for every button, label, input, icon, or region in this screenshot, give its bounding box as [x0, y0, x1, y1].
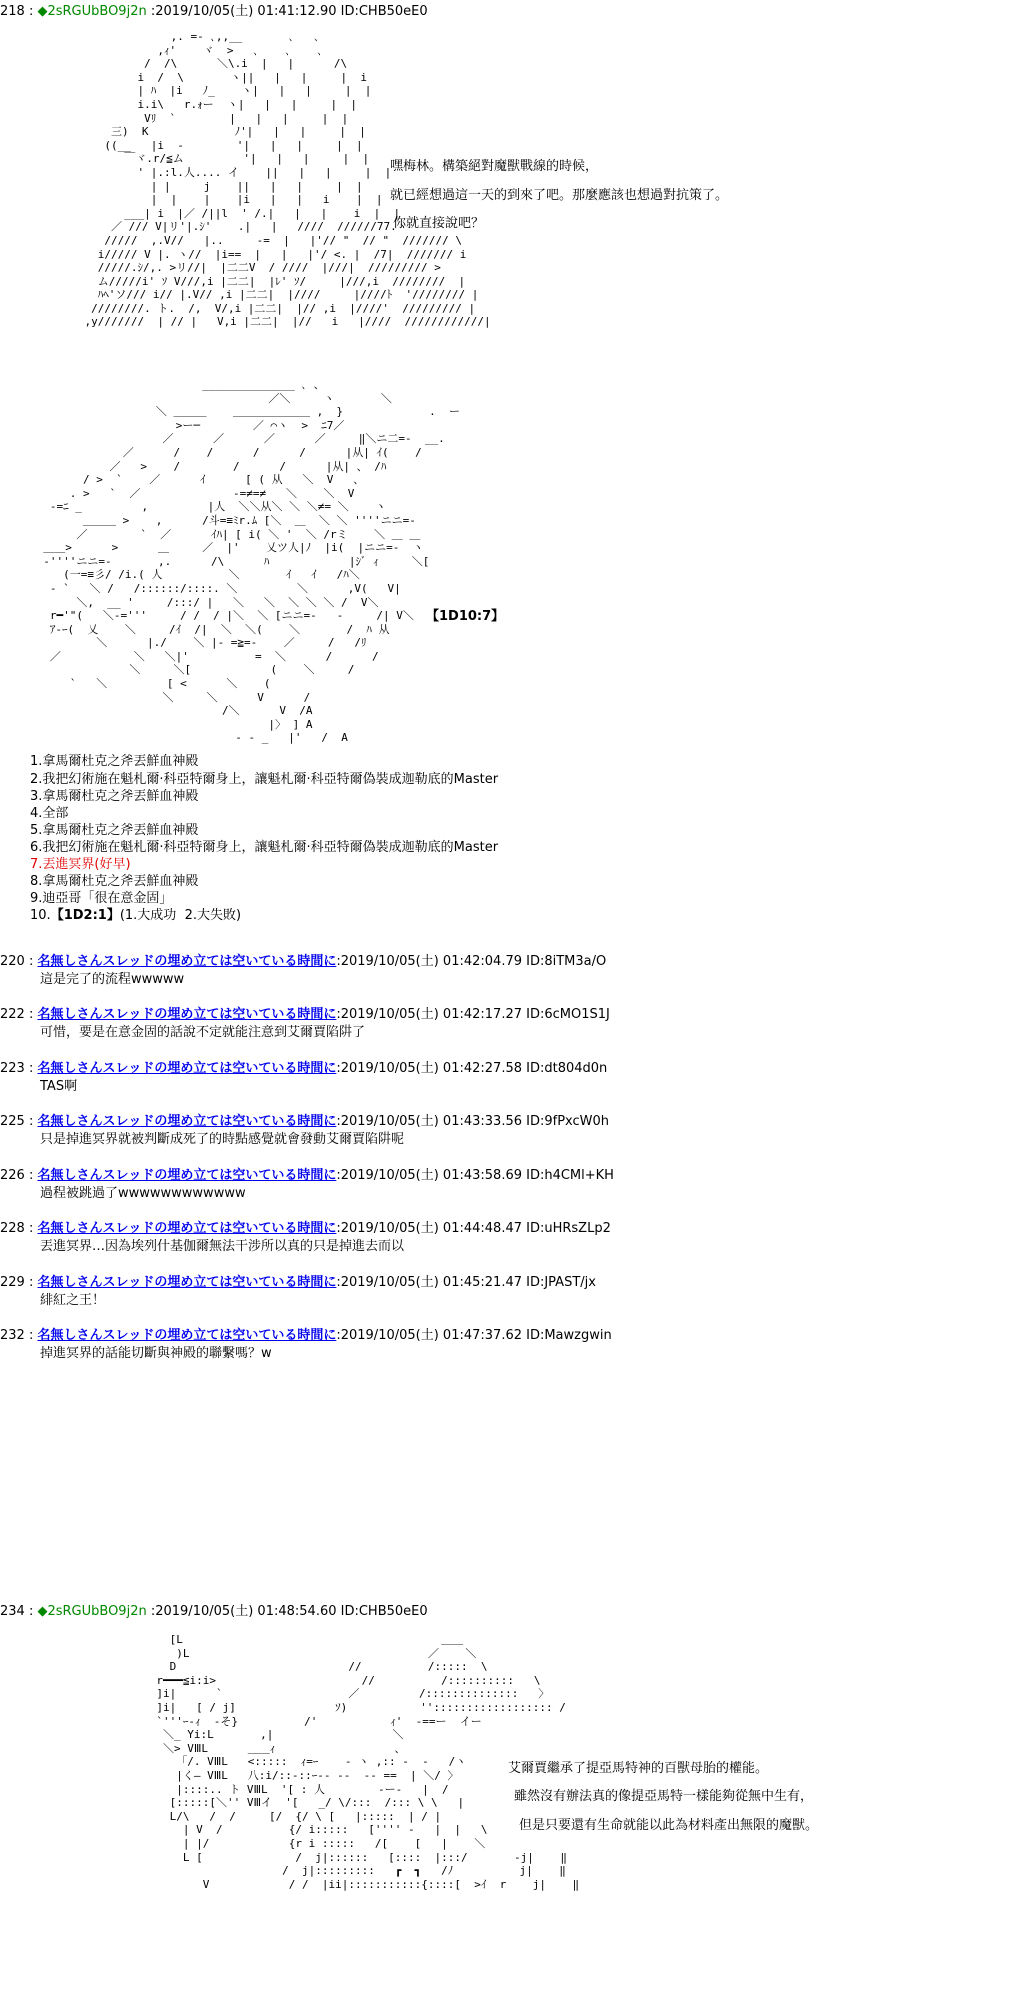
- post-number: 226 :: [0, 1168, 34, 1183]
- poster-name-link[interactable]: 名無しさんスレッドの埋め立ては空いている時間に: [37, 1007, 337, 1022]
- post-meta: :2019/10/05(土) 01:43:58.69 ID:h4CMl+KH: [336, 1168, 614, 1183]
- poster-name-link[interactable]: 名無しさんスレッドの埋め立ては空いている時間に: [37, 1275, 337, 1290]
- option-item: 9.迪亞哥「很在意金固」: [30, 891, 173, 906]
- tripcode: ◆2sRGUbBO9j2n: [37, 4, 147, 19]
- post-meta: :2019/10/05(土) 01:42:04.79 ID:8iTM3a/O: [336, 954, 607, 969]
- post-header-226: [0, 1164, 614, 1183]
- post-number: 218 :: [0, 4, 34, 19]
- dialogue-line: 艾爾賈繼承了提亞馬特神的百獸母胎的權能。: [508, 1761, 769, 1776]
- option-item: 2.我把幻術施在魁札爾·科亞特爾身上，讓魁札爾·科亞特爾偽裝成迦勒底的Master: [30, 772, 499, 787]
- option-item: 8.拿馬爾杜克之斧丟鮮血神殿: [30, 874, 199, 889]
- option-item: 6.我把幻術施在魁札爾·科亞特爾身上，讓魁札爾·科亞特爾偽裝成迦勒底的Master: [30, 840, 499, 855]
- ascii-art-wizard: [L ＿＿ )L ／ ＼ D // /::::: \ r━━━≦i:i> // /:::::::::: \ ]i| ` ／ /:::::::::::::: 〉 ]i| [ / j] ｿ) '':::::::::::::::::: / `'''ｰ-ｨ -そ} /' ｨ' ‐==ー イー ＼_ Yi:L ,| ＼ ＼> VⅢL ＿＿ｨ 、 「/. VⅢL <::::: ｨ=ｰ - ヽ ,:: ‐ ‐ /ヽ |く— VⅢL 八:i/::-::ｰ-‐ -‐ ‐- == | ＼/ 〉 |::::.. ト VⅢL '[ : 人 -ー- | / [:::::[＼'' VⅢイ '[ _/ \/::: /::: \ \ | L/\ / / [/ {/ \ [ |::::: | / | | V / {/ i::::: ['''' ‐ | | \ | |/ {r i ::::: /[ [ | ＼ L [ / j|:::::: [:::: |:::/ -j| ‖ / j|::::::::: ┏ ┓ /ﾉ j| ‖ V / / |ii|:::::::::::{::::[ >ｲ r j| ‖: [156, 1633, 580, 1891]
- post-header-229: [0, 1271, 596, 1290]
- poster-name-link[interactable]: 名無しさんスレッドの埋め立ては空いている時間に: [37, 1328, 337, 1343]
- post-number: 223 :: [0, 1061, 34, 1076]
- dice-result: 【1D10:7】: [426, 609, 505, 624]
- post-meta: :2019/10/05(土) 01:48:54.60 ID:CHB50eE0: [150, 1604, 428, 1619]
- option-outcomes: (1.大成功 2.大失敗): [119, 908, 242, 923]
- post-number: 220 :: [0, 954, 34, 969]
- option-item-10: [30, 904, 241, 923]
- poster-name-link[interactable]: 名無しさんスレッドの埋め立ては空いている時間に: [37, 1221, 337, 1236]
- poster-name-link[interactable]: 名無しさんスレッドの埋め立ては空いている時間に: [37, 1114, 337, 1129]
- poster-name-link[interactable]: 名無しさんスレッドの埋め立ては空いている時間に: [37, 1168, 337, 1183]
- tripcode: ◆2sRGUbBO9j2n: [37, 1604, 147, 1619]
- post-body: 過程被跳過了wwwwwwwwwwww: [40, 1186, 246, 1201]
- post-header-225: [0, 1110, 609, 1129]
- post-header-232: [0, 1324, 612, 1343]
- post-meta: :2019/10/05(土) 01:47:37.62 ID:Mawzgwin: [336, 1328, 612, 1343]
- post-header-218: [0, 0, 428, 19]
- ascii-art-character: ,. =- ､,,__ ､ ､ ,ｨ' ヾ > ､ ､ ､ / /\ ＼\.i | | /\ i / \ ヽ|| | | | i | ﾊ |i ﾉ_ ヽ| | | | | i.i\ r.ｫー ヽ| | | | | Vﾘ ` | | | | | 三) K ﾉ'| | | | | ((__ |i ‐ '| | | | | ￣ヾ.r/≦ム '| | | | | ' |.:l.人.... イ || | | | | | | j || | | | | | | | |i | | i | | ___| i |／ /||l ' /.| | | i | | ／ /// V|リ'|.ｼ' .| | //// //////77.ヽ ///// ,.V// |.. ‐= | |'// " // " /////// \ i///// V |. ヽ// |i== | | |'/ <. | /7| /////// i /////.ｼ/,. >リ//| |二二V / //// |///| ///////// > ム/////i' ｿ V///,i |二二| |ﾚ' ｿ/ |///,i //////// | ﾊﾍ'ソ/// i// |.V// ,i |二二| |//// |////ﾄ '//////// | ////////. ト. /, V/,i |二二| |// ,i |////' ///////// | ,y/////// | // | V,i |二二| |// i |//// ////////////|: [84, 30, 491, 329]
- post-header-220: [0, 950, 606, 969]
- post-header-222: [0, 1003, 610, 1022]
- post-body: 緋紅之王！: [40, 1293, 106, 1308]
- dialogue-line: 你就直接說吧？: [393, 216, 485, 231]
- option-item: 4.全部: [30, 806, 69, 821]
- option-item: 3.拿馬爾杜克之斧丟鮮血神殿: [30, 789, 199, 804]
- post-header-228: [0, 1217, 611, 1236]
- post-header-234: [0, 1600, 428, 1619]
- post-body: TAS啊: [40, 1079, 78, 1094]
- post-number: 225 :: [0, 1114, 34, 1129]
- post-body: 可惜，要是在意金固的話說不定就能注意到艾爾賈陷阱了: [40, 1025, 366, 1040]
- dialogue-line: 但是只要還有生命就能以此為材料產出無限的魔獸。: [519, 1818, 819, 1833]
- option-item: 1.拿馬爾杜克之斧丟鮮血神殿: [30, 754, 199, 769]
- poster-name-link[interactable]: 名無しさんスレッドの埋め立ては空いている時間に: [37, 954, 337, 969]
- option-item-selected: 7.丟進冥界(好早): [30, 857, 131, 872]
- option-dice: 【1D2:1】: [50, 908, 120, 923]
- ascii-art-action-scene: ______________ ､ 、 ／＼ ヽ ＼ ＼ ＿＿＿ ＿＿＿＿＿＿＿ , } . ー >ー─ ／ ⌒ヽ > ﾆ7／ ／ ／ ／ ／ ‖＼ニ二=- __. ／ / / / / |从| ｲ( / ／ > / / / |从| 、 /ﾊ / > ` ／ ｲ [ ( 从 ＼ V 、 . > ` ／ -=≠=≠ ＼ ＼ V -=ﾆ _ , |人 ＼＼从＼ ＼ ＼≠= ＼ ヽ ＿＿＿ > , /斗=≡ﾐr.ﾑ [＼ ＿ ＼ ＼ ''''ニニ=- ／ ` ／ ｲﾊ| [ i( ＼ ' ＼ /rミ ＼ ＿ ＿ ＿＿> > ＿ ／ |' 乂ツ人|ﾉ |i( |ニニ=- ヽ ‐''''ニニ=- ,. /\ ﾊ |ｼﾞ ｨ ＼[ (一=≡彡/ /i.( 人 ＼ ｲ ｲ /ﾊ＼ ‐ ` ＼ / /::::::/::::. ＼ ＼ ,V( V| ＼, __ ' /:::/ | ＼ ＼ ＼ ＼ ＼ / V＼ r━'"( ＼‐=''' / / / |＼ ＼ [ニニ=- - /| V＼ ｱ-ｰ( 乂 ＼ /ｲ /| ＼ ＼( ＼ / ﾊ 从 ＼ |./ ＼ |‐ =≧=- ／ / /ﾘ ／ ＼ ＼|' = ＼ / / ＼ ＼[ ( ＼ / ` ＼ [ < ＼ ( ＼ ＼ V / /＼ V /A |〉 ] A - - _ |' / A: [43, 378, 461, 745]
- post-meta: :2019/10/05(土) 01:44:48.47 ID:uHRsZLp2: [336, 1221, 611, 1236]
- post-body: 丟進冥界…因為埃列什基伽爾無法干涉所以真的只是掉進去而以: [40, 1239, 405, 1254]
- dialogue-line: 嘿梅林。構築絕對魔獸戰線的時候，: [390, 159, 599, 174]
- post-number: 228 :: [0, 1221, 34, 1236]
- post-meta: :2019/10/05(土) 01:42:27.58 ID:dt804d0n: [336, 1061, 608, 1076]
- post-number: 232 :: [0, 1328, 34, 1343]
- dialogue-line: 就已經想過這一天的到來了吧。那麼應該也想過對抗策了。: [390, 188, 729, 203]
- post-meta: :2019/10/05(土) 01:42:17.27 ID:6cMO1S1J: [336, 1007, 610, 1022]
- dialogue-line: 雖然沒有辦法真的像提亞馬特一樣能夠從無中生有，: [514, 1789, 814, 1804]
- post-header-223: [0, 1057, 607, 1076]
- post-number: 229 :: [0, 1275, 34, 1290]
- option-number: 10.: [30, 908, 51, 923]
- post-body: 這是完了的流程wwwww: [40, 972, 185, 987]
- option-item: 5.拿馬爾杜克之斧丟鮮血神殿: [30, 823, 199, 838]
- post-meta: :2019/10/05(土) 01:41:12.90 ID:CHB50eE0: [150, 4, 428, 19]
- post-body: 只是掉進冥界就被判斷成死了的時點感覺就會發動艾爾賈陷阱呢: [40, 1132, 405, 1147]
- post-number: 222 :: [0, 1007, 34, 1022]
- post-meta: :2019/10/05(土) 01:45:21.47 ID:JPAST/jx: [336, 1275, 596, 1290]
- post-number: 234 :: [0, 1604, 34, 1619]
- post-body: 掉進冥界的話能切斷與神殿的聯繫嗎？w: [40, 1346, 272, 1361]
- poster-name-link[interactable]: 名無しさんスレッドの埋め立ては空いている時間に: [37, 1061, 337, 1076]
- post-meta: :2019/10/05(土) 01:43:33.56 ID:9fPxcW0h: [336, 1114, 610, 1129]
